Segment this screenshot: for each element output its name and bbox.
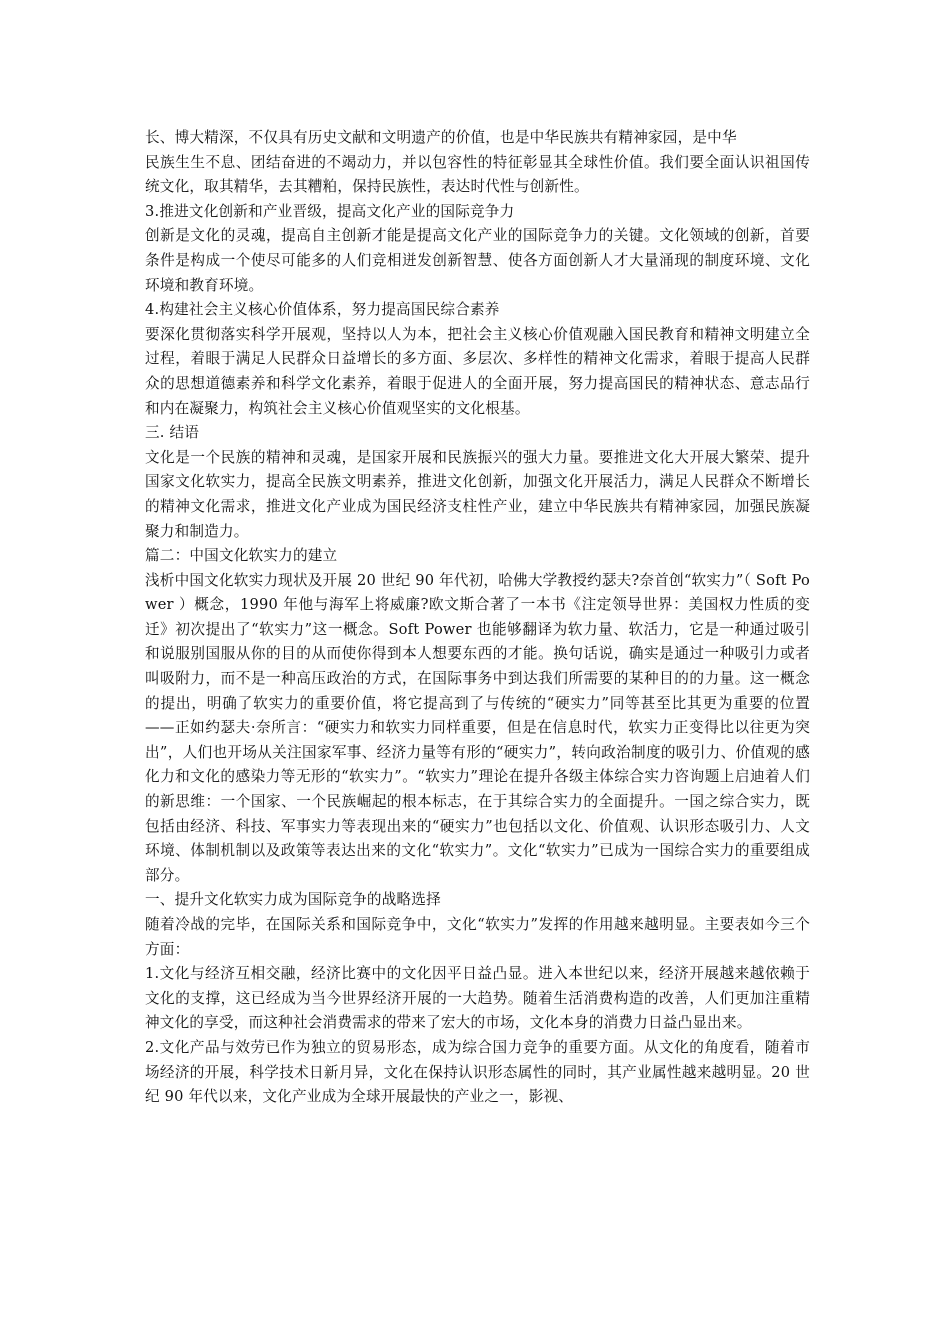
paragraph: 1.文化与经济互相交融，经济比赛中的文化因平日益凸显。进入本世纪以来，经济开展越来越依赖于文化的支撑，这已经成为当今世界经济开展的一大趋势。随着生活消费构造的改善，人们更加注重精神文化的享受，而这种社会消费需求的带来了宏大的市场，文化本身的消费力日益凸显出来。 xyxy=(145,965,810,1032)
article-title: 篇二：中国文化软实力的建立 xyxy=(145,547,338,565)
paragraph: 浅析中国文化软实力现状及开展 20 世纪 90 年代初，哈佛大学教授约瑟夫?奈首创“软实力”（ Soft Power ）概念，1990 年他与海军上将威廉?欧文斯合著了一本书《注定领导世界：美国权力性质的变迁》初次提出了“软实力”这一概念。Soft Power 也能够翻译为软力量、软活力，它是一种通过吸引和说服别国服从你的目的从而使你得到本人想要东西的才能。换句话说，确实是通过一种吸引力或者叫吸附力，而不是一种高压政治的方式，在国际事务中到达我们所需要的某种目的的力量。这一概念的提出，明确了软实力的重要价值，将它提高到了与传统的“硬实力”同等甚至比其更为重要的位置——正如约瑟夫·奈所言：“硬实力和软实力同样重要，但是在信息时代，软实力正变得比以往更为突出”，人们也开场从关注国家军事、经济力量等有形的“硬实力”，转向政治制度的吸引力、价值观的感化力和文化的感染力等无形的“软实力”。“软实力”理论在提升各级主体综合实力咨询题上启迪着人们的新思维：一个国家、一个民族崛起的根本标志，在于其综合实力的全面提升。一国之综合实力，既包括由经济、科技、军事实力等表现出来的“硬实力”也包括以文化、价值观、认识形态吸引力、人文环境、体制机制以及政策等表达出来的文化“软实力”。文化“软实力”已成为一国综合实力的重要组成部分。 xyxy=(145,571,810,884)
section-heading: 3.推进文化创新和产业晋级，提高文化产业的国际竞争力 xyxy=(145,202,515,220)
paragraph: 随着冷战的完毕，在国际关系和国际竞争中，文化“软实力”发挥的作用越来越明显。主要表如今三个方面： xyxy=(145,916,810,958)
section-heading: 一、提升文化软实力成为国际竞争的战略选择 xyxy=(145,891,441,909)
paragraph: 长、博大精深，不仅具有历史文献和文明遗产的价值，也是中华民族共有精神家园，是中华 xyxy=(145,129,737,146)
paragraph: 要深化贯彻落实科学开展观，坚持以人为本，把社会主义核心价值观融入国民教育和精神文明建立全过程，着眼于满足人民群众日益增长的多方面、多层次、多样性的精神文化需求，着眼于提高人民群众的思想道德素养和科学文化素养，着眼于促进人的全面开展，努力提高国民的精神状态、意志品行和内在凝聚力，构筑社会主义核心价值观坚实的文化根基。 xyxy=(145,325,810,417)
paragraph: 创新是文化的灵魂，提高自主创新才能是提高文化产业的国际竞争力的关键。文化领域的创新，首要条件是构成一个使尽可能多的人们竞相迸发创新智慧、使各方面创新人才大量涌现的制度环境、文化环境和教育环境。 xyxy=(145,227,810,294)
paragraph: 民族生生不息、团结奋进的不竭动力，并以包容性的特征彰显其全球性价值。我们要全面认识祖国传统文化，取其精华，去其糟粕，保持民族性，表达时代性与创新性。 xyxy=(145,153,810,196)
section-heading: 4.构建社会主义核心价值体系，努力提高国民综合素养 xyxy=(145,301,500,319)
paragraph: 文化是一个民族的精神和灵魂，是国家开展和民族振兴的强大力量。要推进文化大开展大繁荣、提升国家文化软实力，提高全民族文明素养，推进文化创新，加强文化开展活力，满足人民群众不断增长的精神文化需求，推进文化产业成为国民经济支柱性产业，建立中华民族共有精神家园，加强民族凝聚力和制造力。 xyxy=(145,448,810,540)
document-page xyxy=(145,126,810,1110)
section-heading: 三. 结语 xyxy=(145,424,200,442)
paragraph: 2.文化产品与效劳已作为独立的贸易形态，成为综合国力竞争的重要方面。从文化的角度看，随着市场经济的开展，科学技术日新月异，文化在保持认识形态属性的同时，其产业属性越来越明显。20 世纪 90 年代以来，文化产业成为全球开展最快的产业之一，影视、 xyxy=(145,1038,810,1106)
